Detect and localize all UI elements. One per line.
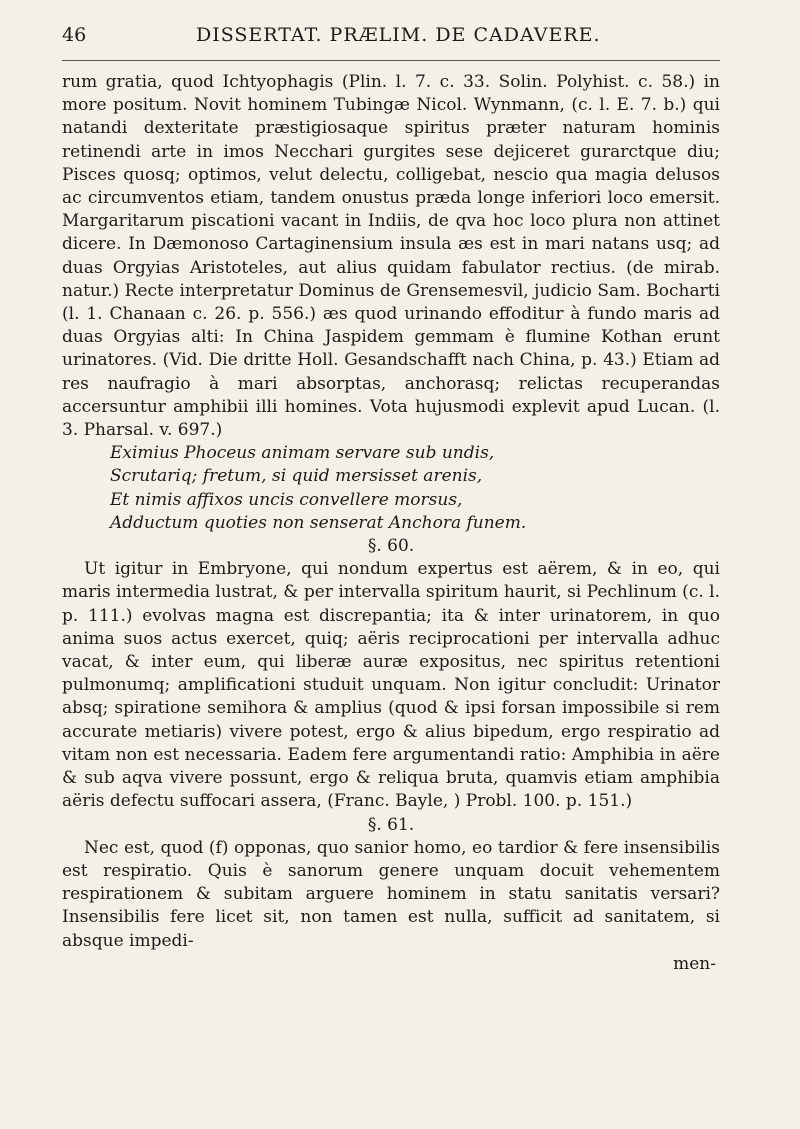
body-text (62, 71, 720, 976)
paragraph-61: Nec est, quod (f) opponas, quo sanior homo, eo tardior & fere insensibilis est respiratio. Quis è sanorum genere unquam docuit vehementem respirationem & subitam arguere hominem in statu sanitatis versari? Insensibilis fere licet sit, non tamen est nulla, sufficit ad sanitatem, si absque impedi- (62, 837, 720, 951)
verse-line: Adductum quoties non senserat Anchora funem. (110, 512, 527, 533)
running-title: DISSERTAT. PRÆLIM. DE CADAVERE. (196, 24, 601, 46)
catchword: men- (673, 953, 716, 974)
verse-line: Eximius Phoceus animam servare sub undis, (110, 443, 495, 464)
section-heading-61: §. 61. (367, 814, 415, 835)
running-header (62, 24, 720, 61)
verse-quotation (62, 442, 720, 535)
page-number: 46 (62, 24, 87, 46)
verse-line: Scrutariq; fretum, si quid mersisset arenis, (110, 466, 483, 487)
section-heading-60: §. 60. (367, 536, 415, 557)
verse-line: Et nimis affixos uncis convellere morsus, (110, 489, 463, 510)
paragraph-60: Ut igitur in Embryone, qui nondum expertus est aërem, & in eo, qui maris intermedia lustrat, & per intervalla spiritum haurit, si Pechlinum (c. l. p. 111.) evolvas magna est discrepantia; ita & inter urinatorem, in quo anima suos actus exercet, quiq; aëris reciprocationi per intervalla adhuc vacat, & inter eum, qui liberæ auræ expositus, nec spiritus retentioni pulmonumq; amplificationi studuit unquam. Non igitur concludit: Urinator absq; spiratione semihora & amplius (quod & ipsi forsan impossibile si rem accurate metiaris) vivere potest, ergo & alius bipedum, ergo respiratio ad vitam non est necessaria. Eadem fere argumentandi ratio: Amphibia in aëre & sub aqva vivere possunt, ergo & reliqua bruta, quamvis etiam amphibia aëris defectu suffocari assera, (Franc. Bayle, ) Probl. 100. p. 151.) (62, 559, 720, 812)
paragraph-59: rum gratia, quod Ichtyophagis (Plin. l. 7. c. 33. Solin. Polyhist. c. 58.) in more positum. Novit hominem Tubingæ Nicol. Wynmann, (c. l. E. 7. b.) qui natandi dexteritate præstigiosaque spiritus præter naturam hominis retinendi arte in imos Necchari gurgites sese dejiceret gurarctque diu; Pisces quosq; optimos, velut delectu, colligebat, nescio qua magia delusos ac circumventos etiam, tandem onustus præda longe inferiori loco emersit. Margaritarum piscationi vacant in Indiis, de qva hoc loco plura non attinet dicere. In Dæmonoso Cartaginensium insula æs est in mari natans usq; ad duas Orgyias Aristoteles, aut alius quidam fabulator rectius. (de mirab. natur.) Recte interpretatur Dominus de Grensemesvil, judicio Sam. Bocharti (l. 1. Chanaan c. 26. p. 556.) æs quod urinando effoditur à fundo maris ad duas Orgyias alti: In China Jaspidem gemmam è flumine Kothan erunt urinatores. (Vid. Die dritte Holl. Gesandschafft nach China, p. 43.) Etiam ad res naufragio à mari absorptas, anchorasq; relictas recuperandas accersuntur amphibii illi homines. Vota hujusmodi explevit apud Lucan. (l. 3. Pharsal. v. 697.) (62, 72, 720, 441)
